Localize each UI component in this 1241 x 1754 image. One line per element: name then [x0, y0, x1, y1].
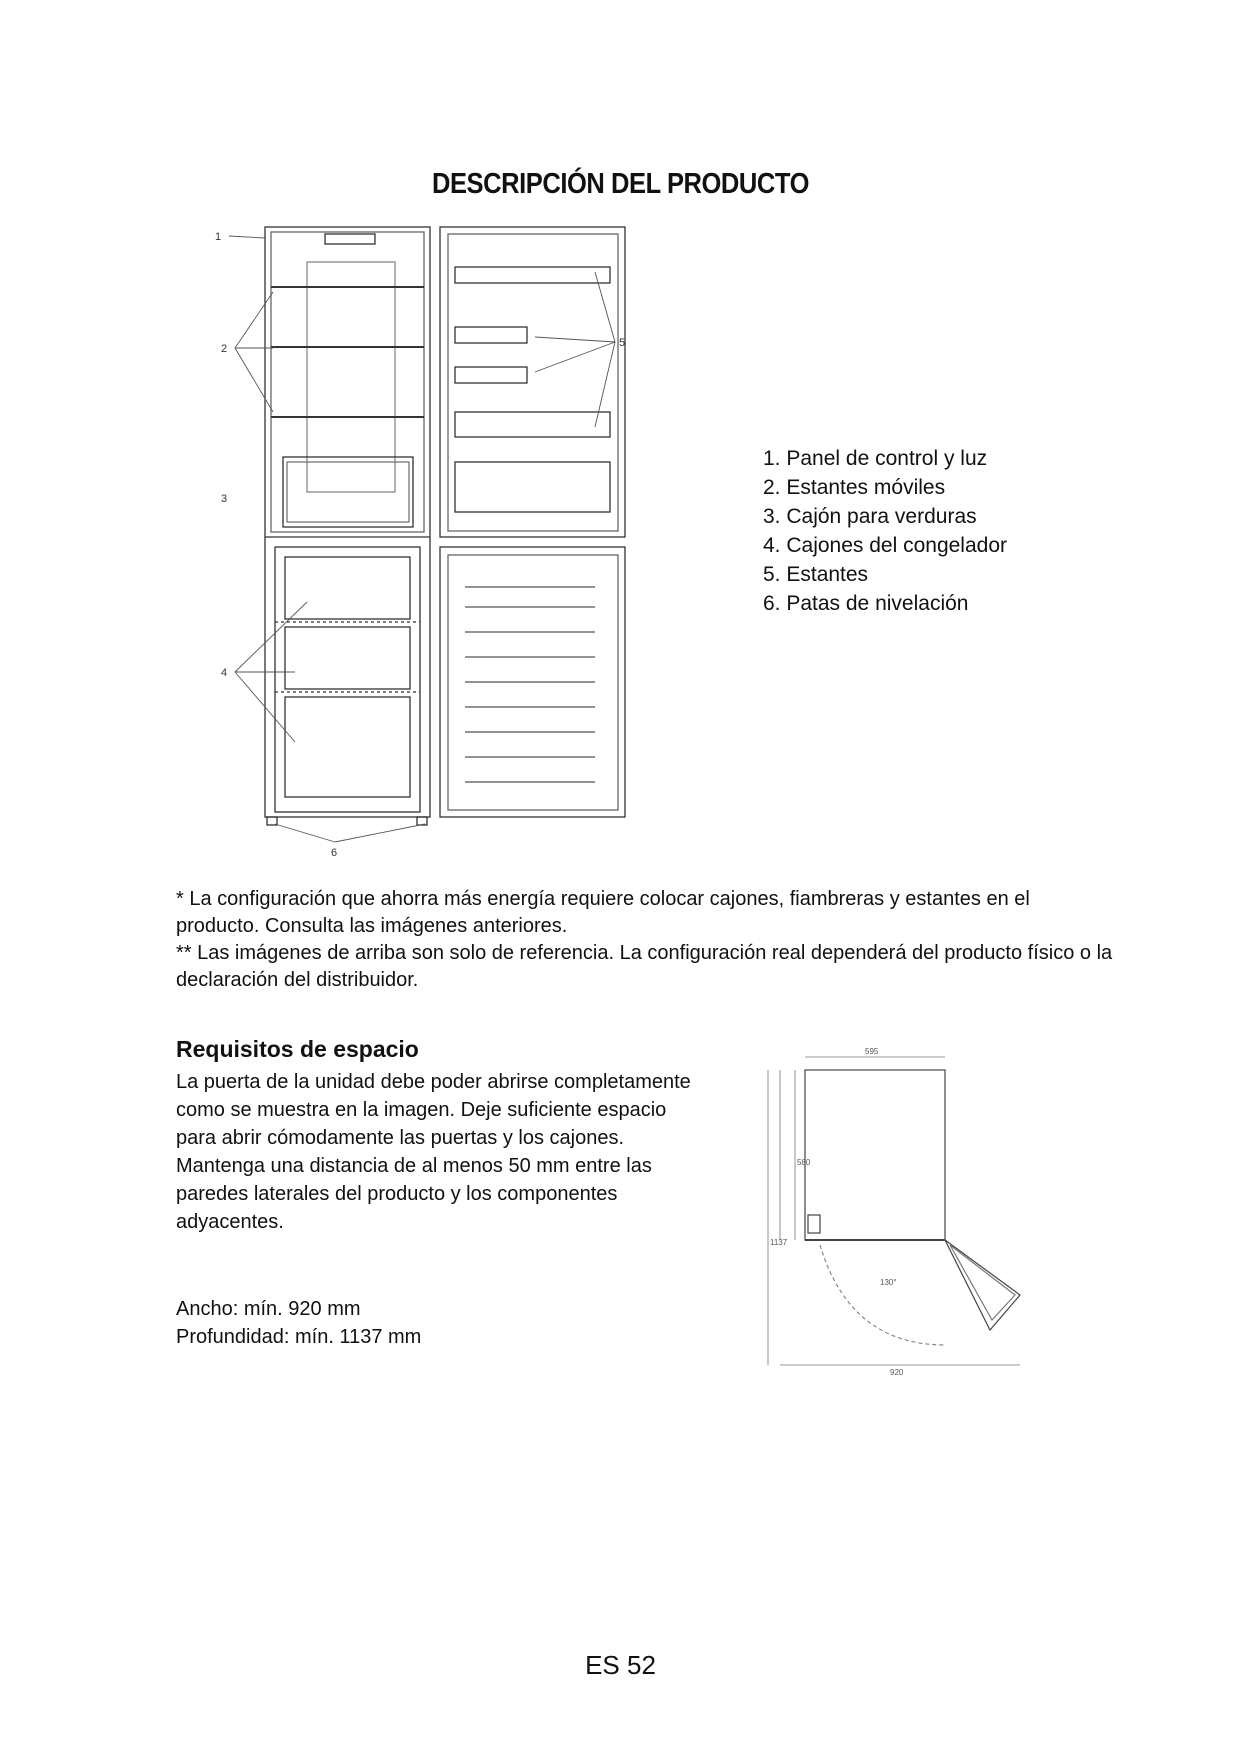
callout-6: 6 [331, 847, 338, 859]
callout-5: 5 [619, 337, 626, 349]
legend-item: 1. Panel de control y luz [763, 447, 988, 470]
fridge-diagram [215, 212, 675, 862]
dimensions [176, 1295, 421, 1351]
dimension-depth: Profundidad: mín. 1137 mm [176, 1326, 422, 1348]
dimension-width: Ancho: mín. 920 mm [176, 1298, 361, 1320]
callout-1: 1 [215, 231, 222, 243]
label-total-depth: 1137 [770, 1238, 788, 1247]
label-angle: 130° [880, 1278, 897, 1287]
space-paragraph: La puerta de la unidad debe poder abrirse completamente como se muestra en la imagen. Deje suficiente espacio para abrir cómodamente las puertas y los cajones. [176, 1071, 691, 1149]
callout-4: 4 [221, 667, 228, 679]
label-side: 580 [797, 1158, 811, 1167]
space-requirements-text [176, 1068, 696, 1236]
page-title: DESCRIPCIÓN DEL PRODUCTO [431, 168, 810, 200]
clearance-diagram [760, 1045, 1085, 1380]
note-reference: ** Las imágenes de arriba son solo de referencia. La configuración real dependerá del producto físico o la declaración del distribuidor. [176, 942, 1113, 991]
label-top: 595 [865, 1047, 879, 1056]
legend-item: 6. Patas de nivelación [763, 592, 969, 615]
notes [176, 886, 1116, 994]
legend-item: 4. Cajones del congelador [763, 534, 1008, 557]
space-requirements-heading: Requisitos de espacio [176, 1036, 419, 1062]
callout-3: 3 [221, 493, 228, 505]
space-paragraph: Mantenga una distancia de al menos 50 mm entre las paredes laterales del producto y los componentes adyacentes. [176, 1155, 652, 1233]
parts-legend [763, 444, 1007, 618]
page-number: ES 52 [585, 1650, 656, 1680]
legend-item: 2. Estantes móviles [763, 476, 946, 499]
legend-item: 3. Cajón para verduras [763, 505, 977, 528]
label-bottom: 920 [890, 1368, 904, 1377]
callout-2: 2 [221, 343, 228, 355]
note-energy: * La configuración que ahorra más energía requiere colocar cajones, fiambreras y estantes en el producto. Consulta las imágenes anteriores. [176, 888, 1030, 937]
legend-item: 5. Estantes [763, 563, 869, 586]
